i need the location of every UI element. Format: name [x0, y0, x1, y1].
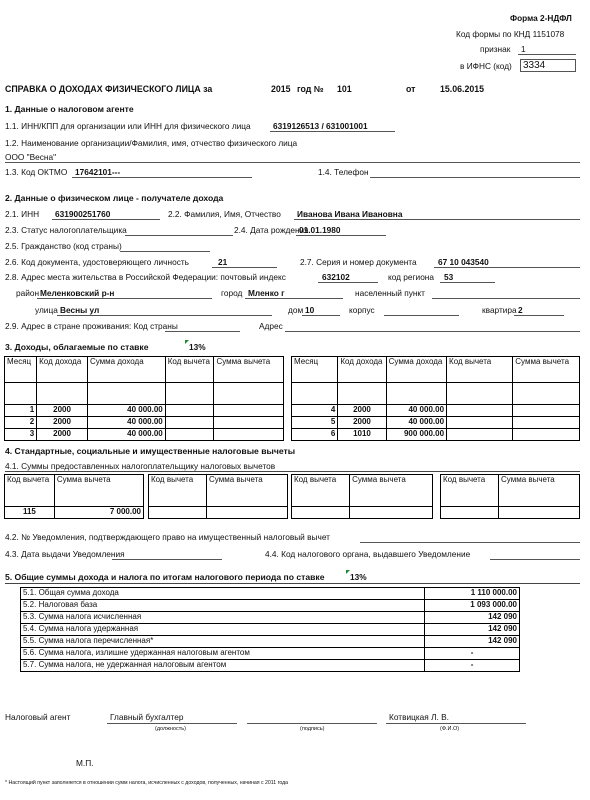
col-header: Код вычета	[441, 475, 499, 507]
totals-label: 5.2. Налоговая база	[21, 600, 425, 612]
col-header: Код вычета	[5, 475, 55, 507]
income-cell	[513, 429, 580, 441]
deduction-block-4	[440, 474, 580, 519]
agent-section-title: 1. Данные о налоговом агенте	[5, 104, 134, 114]
deductions-sub-title: 4.1. Суммы предоставленных налогоплательщику налоговых вычетов	[5, 461, 276, 471]
table-row	[5, 417, 284, 429]
person-flat-value: 2	[518, 305, 523, 315]
table-row	[21, 588, 520, 600]
income-cell: 2000	[37, 417, 88, 429]
person-birth-label: 2.4. Дата рождения	[234, 225, 309, 235]
person-fio-label: 2.2. Фамилия, Имя, Отчество	[168, 209, 281, 219]
income-cell: 40 000.00	[386, 405, 446, 417]
footnote: * Настоящий пункт заполняется в отношении сумм налога, исчисленных с доходов, полученных, начиная с 2011 года	[5, 780, 289, 786]
person-settlement-label: населенный пункт	[355, 288, 425, 298]
income-cell	[513, 417, 580, 429]
table-row	[292, 405, 580, 417]
sign-label: признак	[480, 44, 511, 54]
income-table-right	[291, 356, 580, 441]
income-cell: 1010	[338, 429, 386, 441]
person-house-label: дом	[288, 305, 304, 315]
income-cell: 40 000.00	[386, 417, 446, 429]
title-year: 2015	[271, 84, 291, 94]
totals-value: 1 093 000.00	[425, 600, 520, 612]
col-header: Код вычета	[292, 475, 350, 507]
person-region-value: 53	[444, 272, 454, 282]
col-header: Код дохода	[338, 357, 386, 383]
col-header: Сумма дохода	[386, 357, 446, 383]
deduction-code: 115	[5, 507, 55, 519]
agent-name-value: ООО "Весна"	[5, 152, 57, 162]
totals-label: 5.4. Сумма налога удержанная	[21, 624, 425, 636]
totals-label: 5.5. Сумма налога перечисленная*	[21, 636, 425, 648]
totals-value: 142 090	[425, 636, 520, 648]
income-cell: 2000	[37, 429, 88, 441]
income-cell: 2000	[37, 405, 88, 417]
table-row	[21, 660, 520, 672]
person-house-value: 10	[305, 305, 315, 315]
totals-label: 5.3. Сумма налога исчисленная	[21, 612, 425, 624]
col-header: Сумма дохода	[87, 357, 165, 383]
income-cell: 2000	[338, 417, 386, 429]
notice-label: 4.2. № Уведомления, подтверждающего право на имущественный налоговый вычет	[5, 532, 330, 542]
agent-inn-label: 1.1. ИНН/КПП для организации или ИНН для физического лица	[5, 121, 251, 131]
income-cell: 4	[292, 405, 338, 417]
income-cell	[447, 429, 513, 441]
table-row	[21, 600, 520, 612]
income-cell: 6	[292, 429, 338, 441]
signature-position: Главный бухгалтер	[110, 712, 184, 722]
agent-oktmo-label: 1.3. Код ОКТМО	[5, 167, 68, 177]
person-address-label: 2.8. Адрес места жительства в Российской Федерации: почтовый индекс	[5, 272, 286, 282]
col-header: Сумма вычета	[54, 475, 143, 507]
col-header: Сумма вычета	[513, 357, 580, 383]
totals-label: 5.7. Сумма налога, не удержанная налоговым агентом	[21, 660, 425, 672]
notice-org-label: 4.4. Код налогового органа, выдавшего Уведомление	[265, 549, 471, 559]
signature-agent-label: Налоговый агент	[5, 712, 71, 722]
table-row	[5, 429, 284, 441]
totals-section-title: 5. Общие суммы дохода и налога по итогам налогового периода по ставке	[5, 572, 325, 582]
person-citizenship-label: 2.5. Гражданство (код страны)	[5, 241, 122, 251]
person-district-value: Меленковский р-н	[40, 288, 115, 298]
income-cell	[214, 417, 284, 429]
person-doc-series-value: 67 10 043540	[438, 257, 489, 267]
totals-value: -	[425, 648, 520, 660]
agent-inn-value: 6319126513 / 631001001	[273, 121, 368, 131]
person-city-value: Мленко г	[248, 288, 285, 298]
income-section-title: 3. Доходы, облагаемые по ставке	[5, 342, 149, 352]
col-header: Сумма вычета	[214, 357, 284, 383]
income-cell	[165, 429, 214, 441]
income-cell	[447, 417, 513, 429]
col-header: Код вычета	[165, 357, 214, 383]
col-header: Сумма вычета	[350, 475, 433, 507]
table-row	[21, 648, 520, 660]
income-cell: 40 000.00	[87, 417, 165, 429]
deduction-block-1	[4, 474, 144, 519]
income-cell: 2000	[338, 405, 386, 417]
ifns-value: 3334	[520, 59, 576, 72]
deduction-block-2	[148, 474, 288, 519]
title-from-label: от	[406, 84, 416, 94]
income-cell	[214, 405, 284, 417]
page-title: СПРАВКА О ДОХОДАХ ФИЗИЧЕСКОГО ЛИЦА за	[5, 84, 213, 94]
person-region-label: код региона	[388, 272, 435, 282]
totals-label: 5.6. Сумма налога, излишне удержанная налоговым агентом	[21, 648, 425, 660]
person-postal-value: 632102	[322, 272, 350, 282]
totals-value: 142 090	[425, 612, 520, 624]
person-korpus-label: корпус	[349, 305, 375, 315]
person-inn-value: 631900251760	[55, 209, 111, 219]
income-rate: 13%	[189, 342, 206, 352]
person-street-value: Весны ул	[60, 305, 100, 315]
col-header: Код вычета	[447, 357, 513, 383]
deduction-block-3	[291, 474, 433, 519]
income-cell: 3	[5, 429, 37, 441]
title-year-num-label: год №	[297, 84, 324, 94]
table-row	[292, 417, 580, 429]
table-row	[21, 612, 520, 624]
col-header: Сумма вычета	[207, 475, 288, 507]
totals-value: -	[425, 660, 520, 672]
income-cell	[165, 405, 214, 417]
agent-phone-label: 1.4. Телефон	[318, 167, 369, 177]
signature-sign-caption: (подпись)	[300, 726, 325, 732]
person-city-label: город	[221, 288, 243, 298]
table-row	[292, 429, 580, 441]
person-section-title: 2. Данные о физическом лице - получателе дохода	[5, 193, 224, 203]
totals-label: 5.1. Общая сумма дохода	[21, 588, 425, 600]
knd-label: Код формы по КНД 1151078	[456, 29, 565, 39]
person-flat-label: квартира	[482, 305, 517, 315]
stamp-label: М.П.	[76, 758, 94, 768]
col-header: Код вычета	[149, 475, 207, 507]
income-cell: 5	[292, 417, 338, 429]
income-cell	[165, 417, 214, 429]
sign-value: 1	[521, 44, 526, 54]
table-row	[21, 624, 520, 636]
person-birth-value: 01.01.1980	[299, 225, 341, 235]
agent-name-label: 1.2. Наименование организации/Фамилия, имя, отчество физического лица	[5, 138, 298, 148]
person-doc-code-label: 2.6. Код документа, удостоверяющего личность	[5, 257, 189, 267]
income-table-left	[4, 356, 284, 441]
deduction-sum: 7 000.00	[54, 507, 143, 519]
person-status-label: 2.3. Статус налогоплательщика	[5, 225, 127, 235]
income-cell: 40 000.00	[87, 429, 165, 441]
totals-value: 1 110 000.00	[425, 588, 520, 600]
cell-marker-icon	[346, 570, 350, 574]
col-header: Месяц	[5, 357, 37, 383]
table-row	[21, 636, 520, 648]
deductions-section-title: 4. Стандартные, социальные и имущественные налоговые вычеты	[5, 446, 296, 456]
signature-name-caption: (Ф.И.О)	[440, 726, 460, 732]
income-cell: 40 000.00	[87, 405, 165, 417]
person-doc-code-value: 21	[218, 257, 228, 267]
income-cell	[447, 405, 513, 417]
person-abroad-label: 2.9. Адрес в стране проживания: Код страны	[5, 321, 178, 331]
person-street-label: улица	[35, 305, 58, 315]
person-doc-series-label: 2.7. Серия и номер документа	[300, 257, 417, 267]
signature-position-caption: (должность)	[155, 726, 186, 732]
person-fio-value: Иванова Ивана Ивановна	[297, 209, 403, 219]
table-row	[5, 507, 144, 519]
title-date: 15.06.2015	[440, 84, 485, 94]
income-cell: 2	[5, 417, 37, 429]
col-header: Код дохода	[37, 357, 88, 383]
income-cell: 900 000.00	[386, 429, 446, 441]
person-abroad-addr-label: Адрес	[259, 321, 283, 331]
col-header: Сумма вычета	[499, 475, 580, 507]
table-row	[5, 405, 284, 417]
totals-value: 142 090	[425, 624, 520, 636]
income-cell	[513, 405, 580, 417]
person-inn-label: 2.1. ИНН	[5, 209, 40, 219]
title-number: 101	[337, 84, 352, 94]
totals-rate: 13%	[350, 572, 367, 582]
form-name: Форма 2-НДФЛ	[510, 13, 572, 23]
notice-date-label: 4.3. Дата выдачи Уведомления	[5, 549, 125, 559]
agent-oktmo-value: 17642101---	[75, 167, 121, 177]
ifns-label: в ИФНС (код)	[460, 61, 512, 71]
signature-name: Котвицкая Л. В.	[389, 712, 449, 722]
income-cell	[214, 429, 284, 441]
col-header: Месяц	[292, 357, 338, 383]
cell-marker-icon	[185, 340, 189, 344]
person-district-label: район	[16, 288, 40, 298]
totals-table	[20, 587, 520, 672]
income-cell: 1	[5, 405, 37, 417]
